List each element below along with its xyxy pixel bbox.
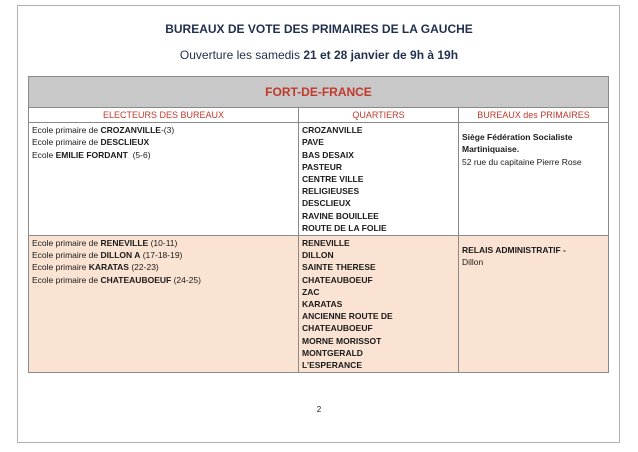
electeur-suffix: (10-11) [148, 238, 178, 249]
electeur-school: DESCLIEUX [100, 137, 150, 148]
city-header: FORT-DE-FRANCE [29, 77, 609, 108]
electeur-line [32, 124, 295, 136]
electeur-line [32, 274, 295, 286]
quartier-item: BAS DESAIX [302, 149, 354, 160]
quartier-item: SAINTE THERESE [302, 262, 376, 273]
electeurs-cell [29, 123, 299, 236]
quartiers-cell [299, 236, 459, 373]
electeur-line [32, 136, 295, 148]
quartier-item: ZAC [302, 286, 320, 297]
table-row [29, 236, 609, 373]
electeur-prefix: Ecole [32, 149, 56, 160]
electeur-prefix: Ecole primaire [32, 262, 89, 273]
subtitle-dates: 21 et 28 janvier de 9h à 19h [303, 48, 459, 62]
electeur-school: DILLON A [100, 250, 141, 261]
page-number: 2 [316, 405, 322, 414]
electeurs-cell [29, 236, 299, 373]
quartier-item: DESCLIEUX [302, 198, 351, 209]
subtitle-prefix: Ouverture les samedis [179, 48, 304, 62]
column-header-bureaux: BUREAUX des PRIMAIRES [459, 108, 609, 123]
bureau-cell [459, 123, 609, 236]
column-header-quartiers: QUARTIERS [299, 108, 459, 123]
electeur-suffix: (5-6) [127, 149, 151, 160]
electeur-school: CHATEAUBOEUF [100, 274, 172, 285]
electeur-school: EMILIE FORDANT [55, 149, 128, 160]
quartier-item: CHATEAUBOEUF [302, 323, 373, 334]
quartier-item: ANCIENNE ROUTE DE [302, 311, 393, 322]
quartier-item: PAVE [302, 137, 324, 148]
quartier-item: RAVINE BOUILLEE [302, 210, 379, 221]
electeur-school: RENEVILLE [100, 238, 149, 249]
electeur-prefix: Ecole primaire de [32, 274, 101, 285]
quartier-item: CHATEAUBOEUF [302, 274, 373, 285]
quartier-item: CROZANVILLE [302, 125, 363, 136]
electeur-school: KARATAS [88, 262, 129, 273]
electeur-suffix: -(3) [160, 125, 175, 136]
page-subtitle [0, 48, 638, 62]
electeur-line [32, 237, 295, 249]
electeur-prefix: Ecole primaire de [32, 137, 101, 148]
column-header-electeurs: ELECTEURS DES BUREAUX [29, 108, 299, 123]
electeur-line [32, 249, 295, 261]
bureau-name: RELAIS ADMINISTRATIF - [462, 245, 566, 256]
bureaux-table [28, 76, 609, 373]
electeur-prefix: Ecole primaire de [32, 125, 101, 136]
quartier-item: ROUTE DE LA FOLIE [302, 222, 387, 233]
electeur-suffix: (24-25) [171, 274, 201, 285]
quartier-item: CENTRE VILLE [302, 174, 364, 185]
quartier-item: MONTGERALD [302, 347, 363, 358]
table-row [29, 123, 609, 236]
quartiers-cell [299, 123, 459, 236]
quartier-item: PASTEUR [302, 161, 342, 172]
quartier-item: KARATAS [302, 299, 343, 310]
quartier-item: L’ESPERANCE [302, 360, 362, 371]
electeur-suffix: (17-18-19) [140, 250, 183, 261]
quartier-item: RELIGIEUSES [302, 186, 360, 197]
bureau-address: 52 rue du capitaine Pierre Rose [462, 156, 582, 167]
quartier-item: MORNE MORISSOT [302, 335, 382, 346]
bureau-name: Siège Fédération Socialiste Martiniquaise. [462, 132, 573, 155]
electeur-line [32, 261, 295, 273]
quartier-item: DILLON [302, 250, 334, 261]
electeur-line [32, 149, 295, 161]
electeur-prefix: Ecole primaire de [32, 250, 101, 261]
bureau-address: Dillon [462, 257, 484, 268]
quartier-item: RENEVILLE [302, 238, 350, 249]
page-title: BUREAUX DE VOTE DES PRIMAIRES DE LA GAUCHE [165, 22, 473, 36]
bureau-cell [459, 236, 609, 373]
electeur-school: CROZANVILLE [100, 125, 161, 136]
electeur-suffix: (22-23) [128, 262, 159, 273]
electeur-prefix: Ecole primaire de [32, 238, 101, 249]
